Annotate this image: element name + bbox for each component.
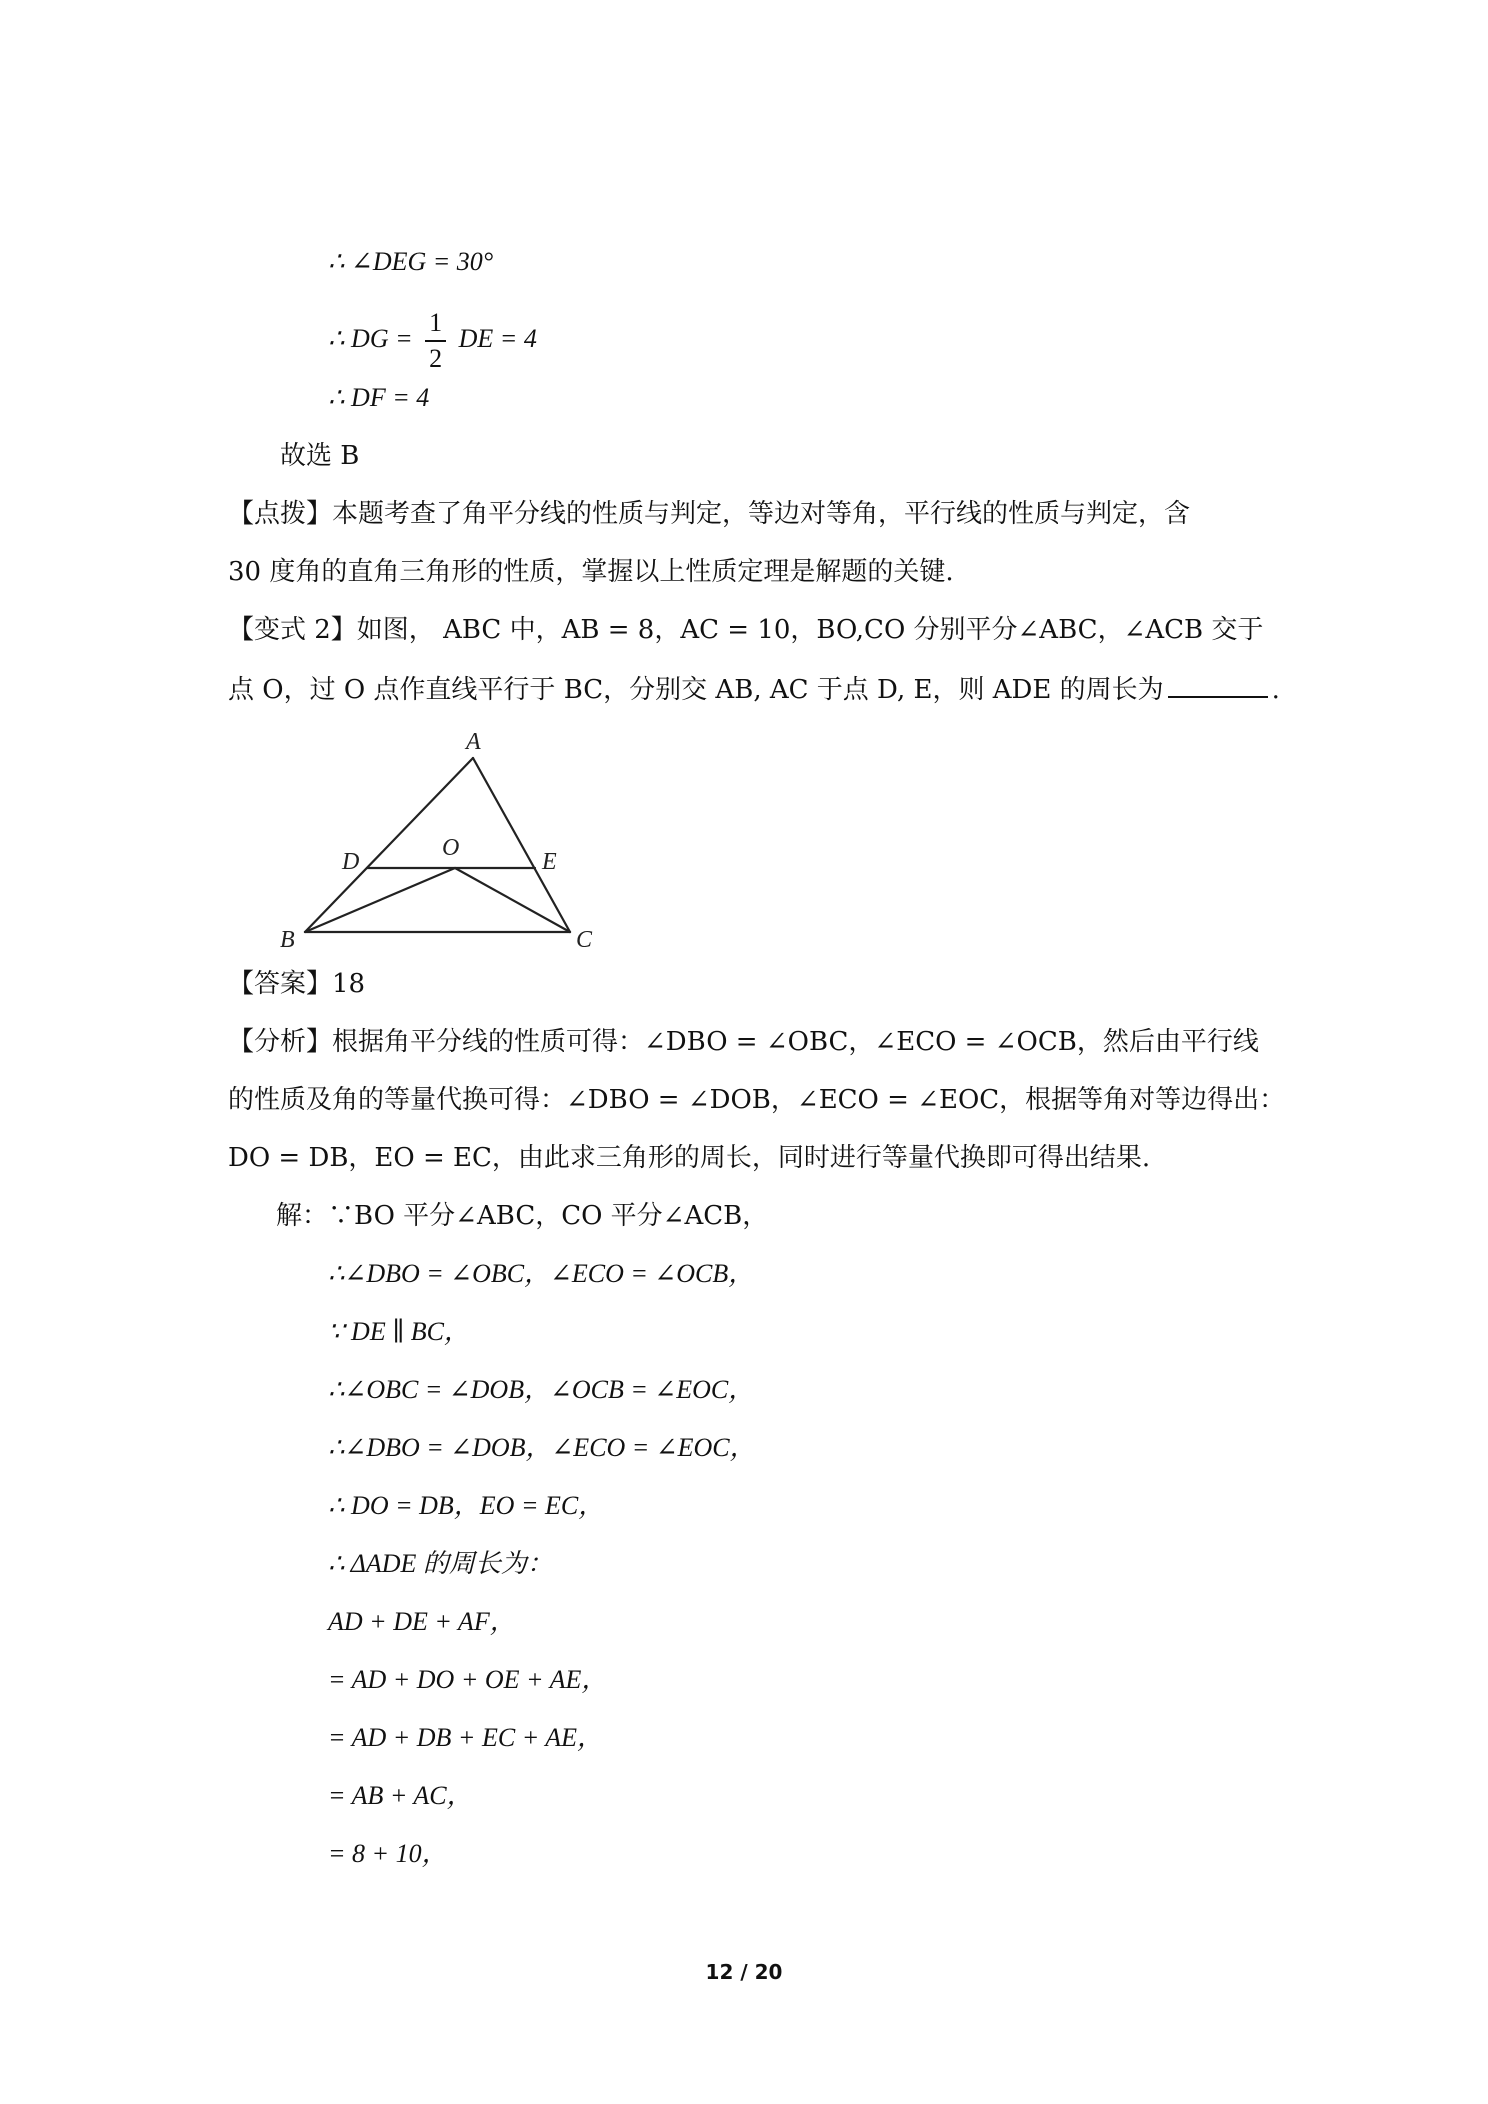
fraction-numerator: 1 [425, 306, 446, 342]
solution-step-5: ∴ DO = DB，EO = EC， [328, 1491, 605, 1520]
solution-start: 解：∵BO 平分∠ABC，CO 平分∠ACB， [276, 1201, 769, 1231]
question-text: 点 O，过 O 点作直线平行于 BC，分别交 AB, AC 于点 D, E，则 ADE 的周长为 [228, 675, 1164, 705]
dg-eq-prefix: ∴ DG = [328, 323, 413, 353]
solution-step-1: ∴∠DBO = ∠OBC，∠ECO = ∠OCB， [328, 1259, 755, 1288]
analysis-line2: 的性质及角的等量代换可得：∠DBO = ∠DOB，∠ECO = ∠EOC，根据等角对等边得出： [228, 1085, 1286, 1115]
solution-step-4: ∴∠DBO = ∠DOB，∠ECO = ∠EOC， [328, 1433, 756, 1462]
label-d: D [342, 849, 360, 875]
tip-paragraph-line2: 30 度角的直角三角形的性质，掌握以上性质定理是解题的关键. [228, 557, 954, 587]
step-deg-30: ∴ ∠DEG = 30° [328, 247, 494, 276]
step-dg-half-de [328, 306, 537, 376]
dg-eq-suffix: DE = 4 [458, 323, 537, 353]
answer-line: 【答案】18 [228, 969, 366, 999]
solution-step-2: ∵ DE ∥ BC， [328, 1317, 470, 1346]
step-df-4: ∴ DF = 4 [328, 383, 430, 412]
label-b: B [280, 927, 295, 953]
variant-question-line2 [228, 670, 1280, 708]
label-o: O [442, 835, 460, 861]
segment-bo [305, 868, 455, 932]
solution-step-11: = 8 + 10， [328, 1839, 448, 1868]
solution-step-9: = AD + DB + EC + AE， [328, 1723, 604, 1752]
triangle-figure [270, 725, 610, 955]
label-e: E [542, 849, 557, 875]
fraction-denominator: 2 [429, 344, 443, 373]
question-period: . [1271, 675, 1280, 705]
solution-step-10: = AB + AC， [328, 1781, 473, 1810]
solution-step-3: ∴∠OBC = ∠DOB，∠OCB = ∠EOC， [328, 1375, 755, 1404]
solution-step-6: ∴ ΔADE 的周长为： [328, 1549, 553, 1578]
label-a: A [466, 729, 481, 755]
variant-question-line1: 【变式 2】如图， ABC 中，AB = 8，AC = 10，BO,CO 分别平分∠ABC，∠ACB 交于 [228, 615, 1264, 645]
tip-paragraph-line1: 【点拨】本题考查了角平分线的性质与判定，等边对等角，平行线的性质与判定，含 [228, 499, 1191, 529]
analysis-line1: 【分析】根据角平分线的性质可得：∠DBO = ∠OBC，∠ECO = ∠OCB，然后由平行线 [228, 1027, 1259, 1057]
solution-step-7: AD + DE + AF， [328, 1607, 516, 1636]
page-number: 12 / 20 [705, 1960, 783, 1984]
label-c: C [576, 927, 593, 953]
fraction-one-half [425, 306, 446, 376]
answer-blank [1168, 670, 1268, 698]
answer-choice: 故选 B [280, 441, 360, 471]
analysis-line3: DO = DB，EO = EC，由此求三角形的周长，同时进行等量代换即可得出结果. [228, 1143, 1151, 1173]
solution-step-8: = AD + DO + OE + AE， [328, 1665, 608, 1694]
